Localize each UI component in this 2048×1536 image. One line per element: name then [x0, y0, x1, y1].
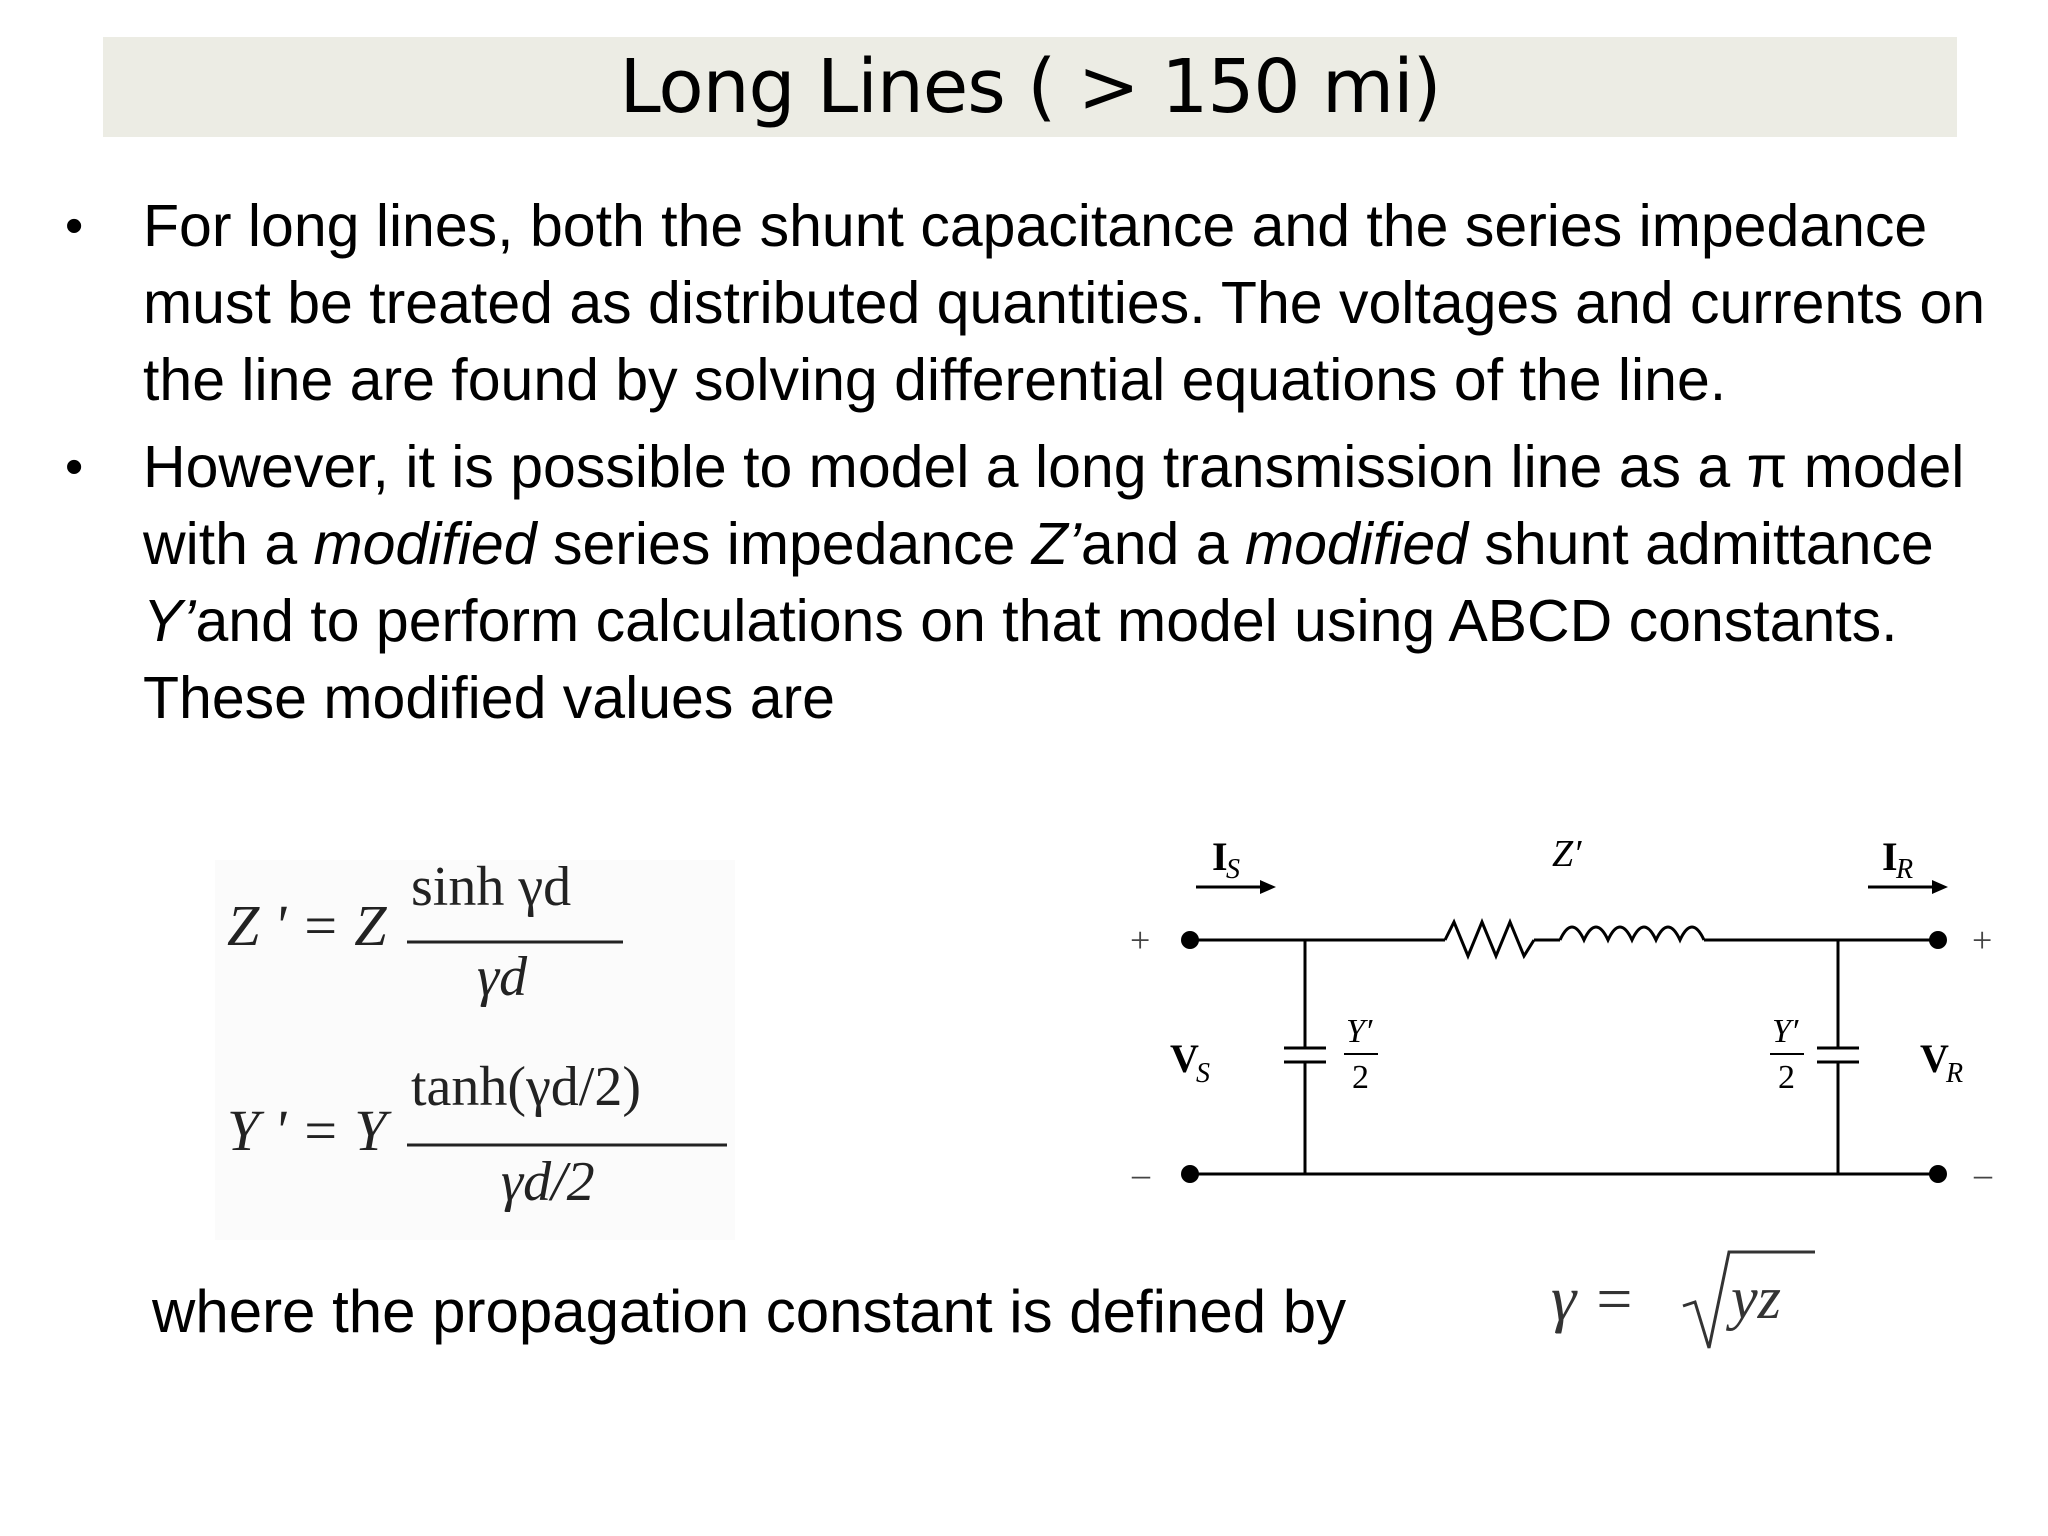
is-arrow-head: [1260, 880, 1276, 894]
ir-arrow-head: [1932, 880, 1948, 894]
inductor-symbol: [1560, 927, 1704, 940]
bullet-text: However, it is possible to model a long transmission line as a π model with a: [143, 434, 1965, 577]
sending-minus-sign: –: [1132, 1154, 1150, 1194]
bullet-item-2: [55, 429, 2015, 737]
resistor-symbol: [1445, 922, 1534, 956]
pi-model-diagram: [1120, 822, 2020, 1202]
gamma-radicand: yz: [1731, 1265, 1781, 1331]
right-admittance-numerator: Y′: [1772, 1013, 1799, 1050]
receiving-minus-sign: –: [1974, 1154, 1992, 1194]
receiving-top-terminal: [1929, 931, 1947, 949]
bullet-text: series impedance: [536, 511, 1032, 577]
left-admittance-denominator: 2: [1352, 1059, 1369, 1096]
sending-top-terminal: [1181, 931, 1199, 949]
propagation-constant-equation: [1545, 1236, 1845, 1356]
emphasis: modified: [1244, 511, 1468, 577]
receiving-plus-sign: +: [1972, 920, 1993, 960]
receiving-bottom-terminal: [1929, 1165, 1947, 1183]
gamma-lhs: γ =: [1551, 1263, 1636, 1334]
bullet-marker: •: [65, 438, 84, 496]
sending-bottom-terminal: [1181, 1165, 1199, 1183]
bullet-text: and a: [1080, 511, 1245, 577]
is-label: I: [1212, 834, 1228, 879]
right-admittance-denominator: 2: [1778, 1059, 1795, 1096]
bullet-text: For long lines, both the shunt capacitance and the series impedance must be treated as distributed quantities. The voltages and currents on the line are found by solving differential equations of the line.: [143, 193, 1986, 413]
propagation-constant-text: where the propagation constant is defined by: [152, 1278, 1347, 1345]
series-impedance-label: Z′: [1552, 833, 1582, 875]
title-bar: [103, 37, 1957, 137]
vs-label: V: [1170, 1036, 1199, 1081]
z-equation-denominator: γd: [477, 946, 528, 1008]
y-equation-numerator: tanh(γd/2): [411, 1056, 642, 1118]
bullet-item-1: [55, 188, 2015, 419]
vs-subscript: S: [1196, 1058, 1210, 1089]
modified-parameter-equations: [215, 860, 735, 1240]
left-admittance-numerator: Y′: [1346, 1013, 1373, 1050]
z-equation-numerator: sinh γd: [411, 860, 572, 918]
emphasis: modified: [313, 511, 537, 577]
y-equation-lhs: Y ' = Y: [227, 1098, 387, 1163]
pi-model-circuit: [1120, 822, 2020, 1207]
is-subscript: S: [1226, 854, 1240, 885]
vr-label: V: [1920, 1036, 1949, 1081]
gamma-equation: [1545, 1236, 1845, 1361]
emphasis: Y’: [143, 588, 196, 654]
vr-subscript: R: [1946, 1058, 1964, 1089]
sending-plus-sign: +: [1130, 920, 1151, 960]
y-equation-denominator: γd/2: [501, 1151, 595, 1213]
ir-subscript: R: [1896, 854, 1914, 885]
ir-label: I: [1882, 834, 1898, 879]
z-equation-lhs: Z ' = Z: [227, 893, 387, 958]
bullet-marker: •: [65, 197, 84, 255]
bullet-list: [55, 188, 2015, 737]
slide-title: Long Lines ( > 150 mi): [619, 44, 1441, 130]
bullet-text: shunt admittance: [1467, 511, 1934, 577]
bullet-text: and to perform calculations on that model using ABCD constants. These modified values are: [143, 588, 1898, 731]
emphasis: Z’: [1031, 511, 1081, 577]
equation-panel: [215, 860, 735, 1240]
